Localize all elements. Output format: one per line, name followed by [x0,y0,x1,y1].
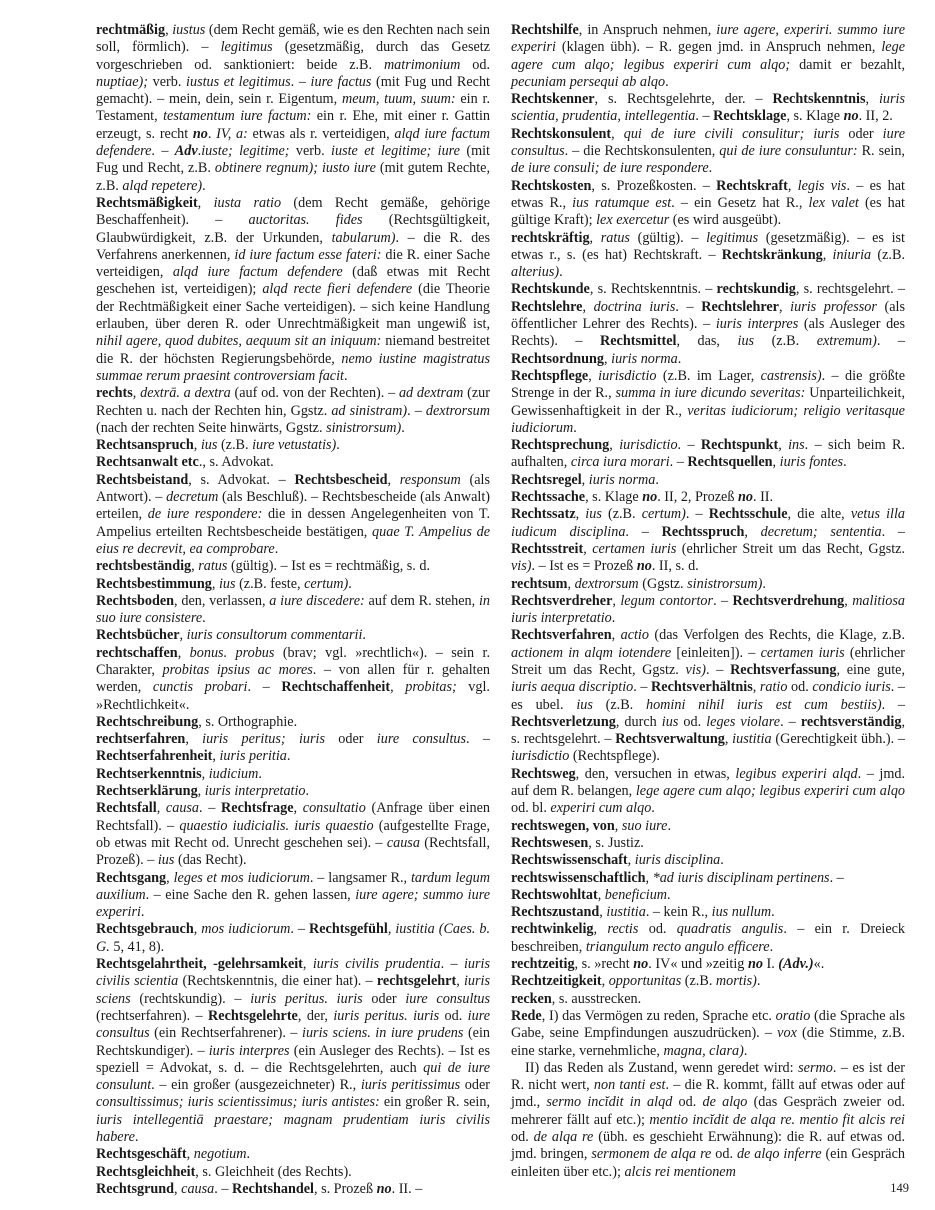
dictionary-entry: Rechtsmäßigkeit, iusta ratio (dem Recht gemäße, gehörige Beschaffenheit). – auctoritas. fides (Rechtsgültigkeit, Glaubwürdigkeit, z.B. der Urkunden, tabularum). – die R. des Verfahrens anerkennen, id iure factum esse fateri: die R. einer Sache verteidigen, alqd iure factum defendere (daß etwas mit Recht geschehen ist, verteidigen); alqd recte fieri defendere (die Theorie der Rechtmäßigkeit einer Sache verteidigen). – sich keine Handlung erlauben, über deren R. oder Unrechtmäßigkeit man ungewiß ist, nihil agere, quod dubites, aequum sit an iniquum: niemand bestreitet die R. der höchsten Regierungsbehörde, nemo iustine magistratus summae rerum praesint controversiam facit. [96,194,490,384]
dictionary-entry: Rechtsprechung, iurisdictio. – Rechtspunkt, ins. – sich beim R. aufhalten, circa iura morari. – Rechtsquellen, iuris fontes. [511,437,906,471]
dictionary-entry: Rechtsbestimmung, ius (z.B. feste, certum). [96,575,352,592]
dictionary-entry: rechtsum, dextrorsum (Ggstz. sinistrorsum). [511,575,766,592]
dictionary-entry: Rechtsregel, iuris norma. [511,471,659,488]
dictionary-entry: Rechtsgang, leges et mos iudiciorum. – langsamer R., tardum legum auxilium. – eine Sache den R. gehen lassen, iure agere; summo iure experiri. [96,869,491,921]
dictionary-entry: Rechtskonsulent, qui de iure civili consulitur; iuris oder iure consultus. – die Rechtskonsulenten, qui de iure consuluntur: R. sein, de iure consuli; de iure respondere. [511,125,905,177]
dictionary-entry: Rechtshilfe, in Anspruch nehmen, iure agere, experiri. summo iure experiri (klagen übh). – R. gegen jmd. in Anspruch nehmen, lege agere cum alqo; legibus experiri cum alqo; damit er bezahlt, pecuniam persequi ab alqo. [511,22,905,90]
dictionary-entry: rechtserfahren, iuris peritus; iuris oder iure consultus. – Rechtserfahrenheit, iuris peritia. [96,731,490,765]
dictionary-entry: rechtzeitig, s. »recht no. IV« und »zeitig no I. (Adv.)«. [511,956,825,973]
dictionary-entry: Rechtszustand, iustitia. – kein R., ius nullum. [511,904,775,921]
dictionary-entry: Rechtsbücher, iuris consultorum commentarii. [96,627,366,644]
dictionary-entry: rechtsbeständig, ratus (gültig). – Ist es = rechtmäßig, s. d. [96,558,431,575]
dictionary-entry: rechtswissenschaftlich, *ad iuris disciplinam pertinens. – [511,869,844,886]
dictionary-entry: Rechtsanspruch, ius (z.B. iure vetustatis). [96,437,340,454]
dictionary-entry: Rechtsfall, causa. – Rechtsfrage, consultatio (Anfrage über einen Rechtsfall). – quaestio iudicialis. iuris quaestio (aufgestellte Frage, ob etwas mit Recht od. Unrecht geschehen sei). – causa (Rechtsfall, Prozeß). – ius (das Recht). [96,800,491,869]
dictionary-entry: Rechtswesen, s. Justiz. [511,834,644,851]
dictionary-entry: Rechtskenner, s. Rechtsgelehrte, der. – Rechtskenntnis, iuris scientia, prudentia, intellegentia. – Rechtsklage, s. Klage no. II, 2. [511,91,906,125]
dictionary-entry: Rechtzeitigkeit, opportunitas (z.B. mortis). [511,973,761,990]
dictionary-entry: recken, s. ausstrecken. [511,990,642,1007]
dictionary-entry: Rechtsgrund, causa. – Rechtshandel, s. Prozeß no. II. – [96,1180,423,1197]
dictionary-entry: Rechtsgelahrtheit, -gelehrsamkeit, iuris civilis prudentia. – iuris civilis scientia (Rechtskenntnis, die einer hat). – rechtsgelehrt, iuris sciens (rechtskundig). – iuris peritus. iuris oder iure consultus (rechtserfahren). – Rechtsgelehrte, der, iuris peritus. iuris od. iure consultus (ein Rechtserfahrener). – iuris sciens. in iure prudens (ein Rechtskundiger). – iuris interpres (ein Ausleger des Rechts). – Ist es speziell = Advokat, s. d. – die Rechtsgelehrten, auch qui de iure consulunt. – ein großer (ausgezeichneter) R., iuris peritissimus oder consultissimus; iuris scientissimus; iuris antistes: ein großer R. sein, iuris intellegentiā praestare; magnam prudentiam iuris civilis habere. [96,956,490,1145]
dictionary-entry: Rechtsgleichheit, s. Gleichheit (des Rechts). [96,1163,352,1180]
right-column [511,22,905,1181]
dictionary-entry: Rechtsanwalt etc., s. Advokat. [96,454,274,471]
dictionary-entry: Rede, I) das Vermögen zu reden, Sprache etc. oratio (die Sprache als Gabe, seine Empfindungen auszudrücken). – vox (die Stimme, z.B. eine starke, vernehmliche, magna, clara). [511,1007,906,1059]
dictionary-entry: Rechtswohltat, beneficium. [511,886,671,903]
page-number: 149 [890,1181,909,1195]
dictionary-entry: rechts, dextrā. a dextra (auf od. von der Rechten). – ad dextram (zur Rechten u. nach der Rechten hin, Ggstz. ad sinistram). – dextrorsum (nach der rechten Seite hinwärts, Ggstz. sinistrorsum). [96,385,491,436]
dictionary-entry: Rechtsgeschäft, negotium. [96,1146,251,1163]
dictionary-entry: rechtschaffen, bonus. probus (brav; vgl. »rechtlich«). – sein r. Charakter, probitas ipsius ac mores. – von allen für r. gehalten werden, cunctis probari. – Rechtschaffenheit, probitas; vgl. »Rechtlichkeit«. [96,644,490,713]
dictionary-entry: Rechtsverfahren, actio (das Verfolgen des Rechts, die Klage, z.B. actionem in alqm iotendere [einleiten]). – certamen iuris (ehrlicher Streit um das Recht, Ggstz. vis). – Rechtsverfassung, eine gute, iuris aequa discriptio. – Rechtsverhältnis, ratio od. condicio iuris. – es ubel. ius (z.B. homini nihil iuris est cum bestiis). – Rechtsverletzung, durch ius od. leges violare. – rechtsverständig, s. rechtsgelehrt. – Rechtsverwaltung, iustitia (Gerechtigkeit übh.). – iurisdictio (Rechtspflege). [511,627,906,765]
dictionary-entry: Rechtserkenntnis, iudicium. [96,765,262,782]
dictionary-entry: Rechtskunde, s. Rechtskenntnis. – rechtskundig, s. rechtsgelehrt. – Rechtslehre, doctrina iuris. – Rechtslehrer, iuris professor (als öffentlicher Lehrer des Rechts). – iuris interpres (als Ausleger des Rechts). – Rechtsmittel, das, ius (z.B. extremum). – Rechtsordnung, iuris norma. [511,281,906,367]
dictionary-entry: Rechtsverdreher, legum contortor. – Rechtsverdrehung, malitiosa iuris interpretatio. [511,592,906,627]
dictionary-entry: Rechtssache, s. Klage no. II, 2, Prozeß no. II. [511,489,774,506]
dictionary-entry: II) das Reden als Zustand, wenn geredet wird: sermo. – es ist der R. nicht wert, non tanti est. – die R. kommt, fällt auf etwas oder auf jmd., sermo incĭdit in alqd od. de alqo (das Gespräch zweier od. mehrerer fällt auf etc.); mentio incĭdit de alqa re. mentio fit alcis rei od. de alqa re (übh. es geschieht Erwähnung): die R. auf etwas od. jmd. bringen, sermonem de alqa re od. de alqo inferre (ein Gespräch einleiten über etc.); alcis rei mentionem [511,1059,906,1180]
dictionary-entry: rechtskräftig, ratus (gültig). – legitimus (gesetzmäßig). – es ist etwas r., s. (es hat) Rechtskraft. – Rechtskränkung, iniuria (z.B. alterius). [511,229,905,281]
dictionary-entry: Rechtsgebrauch, mos iudiciorum. – Rechtsgefühl, iustitia (Caes. b. G. 5, 41, 8). [96,921,491,955]
dictionary-entry: Rechtsbeistand, s. Advokat. – Rechtsbescheid, responsum (als Antwort). – decretum (als Beschluß). – Rechtsbescheide (als Anwalt) erteilen, de iure respondere: die in dessen Angelegenheiten von T. Ampelius erteilten Rechtsbescheide bestätigen, quae T. Ampelius de eius re decrevit, ea comprobare. [96,471,490,557]
dictionary-entry: Rechtsweg, den, versuchen in etwas, legibus experiri alqd. – jmd. auf dem R. belangen, lege agere cum alqo; legibus experiri cum alqo od. bl. experiri cum alqo. [511,765,906,817]
dictionary-entry: Rechtsboden, den, verlassen, a iure discedere: auf dem R. stehen, in suo iure consistere. [96,592,490,627]
dictionary-entry: rechtwinkelig, rectis od. quadratis angulis. – ein r. Dreieck beschreiben, triangulum recto angulo efficere. [511,921,906,955]
dictionary-entry: Rechtserklärung, iuris interpretatio. [96,783,310,800]
left-column [96,22,490,1198]
dictionary-entry: Rechtssatz, ius (z.B. certum). – Rechtsschule, die alte, vetus illa iudicum disciplina. – Rechtsspruch, decretum; sententia. – Rechtsstreit, certamen iuris (ehrlicher Streit um das Recht, Ggstz. vis). – Ist es = Prozeß no. II, s. d. [511,506,906,575]
dictionary-entry: Rechtswissenschaft, iuris disciplina. [511,852,724,869]
dictionary-entry: Rechtskosten, s. Prozeßkosten. – Rechtskraft, legis vis. – es hat etwas R., ius ratumque est. – ein Gesetz hat R., lex valet (es hat gültige Kraft); lex exercetur (es wird ausgeübt). [511,177,905,229]
dictionary-entry: rechtmäßig, iustus (dem Recht gemäß, wie es den Rechten nach sein soll, förmlich). – legitimus (gesetzmäßig, durch das Gesetz vorgeschrieben od. sanktioniert: beide z.B. matrimonium od. nuptiae); verb. iustus et legitimus. – iure factus (mit Fug und Recht gemacht). – mein, dein, sein r. Eigentum, meum, tuum, suum: ein r. Testament, testamentum iure factum: ein r. Ehe, mit einer r. Gattin erzeugt, s. recht no. IV, a: etwas als r. verteidigen, alqd iure factum defendere. – Adv.iuste; legitime; verb. iuste et legitime; iure (mit Fug und Recht, z.B. obtinere regnum); iusto iure (mit gutem Rechte, z.B. alqd repetere). [96,22,491,194]
dictionary-entry: rechtswegen, von, suo iure. [511,817,672,834]
dictionary-entry: Rechtspflege, iurisdictio (z.B. im Lager, castrensis). – die größte Strenge in der R., summa in iure dicundo severitas: Unparteilichkeit, Gewissenhaftigkeit in der R., veritas iudiciorum; religio veritasque iudiciorum. [511,367,906,436]
dictionary-entry: Rechtschreibung, s. Orthographie. [96,713,298,730]
